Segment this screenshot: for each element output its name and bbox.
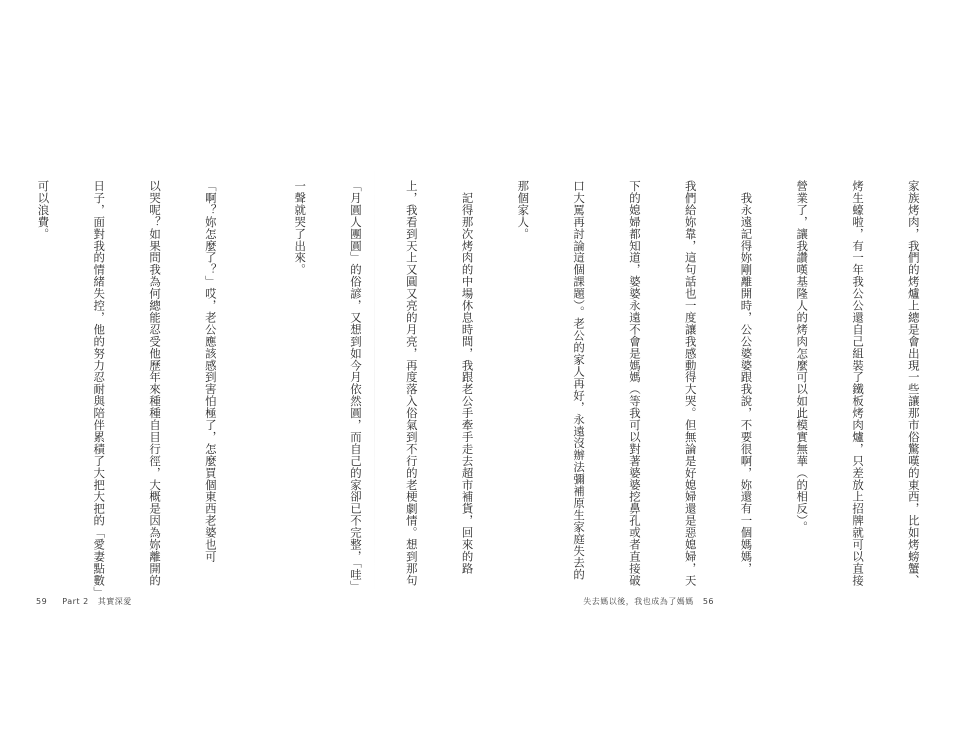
text-line: 「月圓人團圓」的俗諺，又想到如今月依然圓，而自己的家卻已不完整，「哇」 xyxy=(349,180,363,593)
text-line: 日子，面對我的情緒失控，他的努力忍耐與陪伴累積了大把大把的「愛妻點數」 xyxy=(92,180,107,599)
left-page-body xyxy=(36,180,257,599)
text-line: 可以浪費。 xyxy=(36,180,51,240)
text-line: 我永遠記得妳剛離開時，公公婆婆跟我說，不要很啊，妳還有一個媽媽， xyxy=(739,180,754,575)
text-line: 營業了，讓我讚嘆基隆人的烤肉怎麼可以如此模實無華（的相反）。 xyxy=(795,180,810,533)
text-line: 家族烤肉，我們的烤爐上總是會出現一些讓那市俗驚嘆的東西，比如烤螃蟹、 xyxy=(906,180,921,587)
left-page-footer xyxy=(30,596,132,607)
text-line: 口大罵再討論這個課題）。老公的家人再好，永遠沒辦法彌補原生家庭失去的 xyxy=(572,180,587,581)
text-line: 記得那次烤肉的中場休息時間，我跟老公手牽手走去超市補貨，回來的路 xyxy=(460,180,475,575)
right-page-footer xyxy=(583,596,720,607)
text-line: 那個家人。 xyxy=(516,180,531,240)
text-line: 以哭呢？如果問我為何總能忍受他歷年來種種自目行徑，大概是因為妳離開的 xyxy=(148,180,163,587)
chapter-title: 失去媽以後，我也成為了媽媽 xyxy=(583,597,694,606)
part-label: Part 2 xyxy=(62,597,89,606)
text-line: 一聲就哭了出來。 xyxy=(293,180,308,276)
page-number: 59 xyxy=(36,597,48,606)
text-line: 上，我看到天上又圓又亮的月亮，再度落入俗氣到不行的老梗劇情。想到那句 xyxy=(404,180,419,587)
right-page-body xyxy=(293,180,960,593)
text-line: 「啊？妳怎麼了？」哎，老公應該感到害怕極了，怎麼買個東西老婆也可 xyxy=(203,180,218,563)
text-line: 烤生蠔啦，有一年我公公還自己組裝了鐵板烤肉爐，只差放上招牌就可以直接 xyxy=(851,180,866,587)
text-line: 我們給妳靠，這句話也一度讓我感動得大哭。但無論是好媳婦還是惡媳婦，天 xyxy=(683,180,698,587)
right-page xyxy=(293,0,921,750)
page-number: 56 xyxy=(702,597,714,606)
part-title: 其實深愛 xyxy=(97,597,132,606)
text-line: 下的媳婦都知道，婆婆永遠不會是媽媽（等我可以對著婆婆挖鼻孔或者直接破 xyxy=(627,180,642,587)
